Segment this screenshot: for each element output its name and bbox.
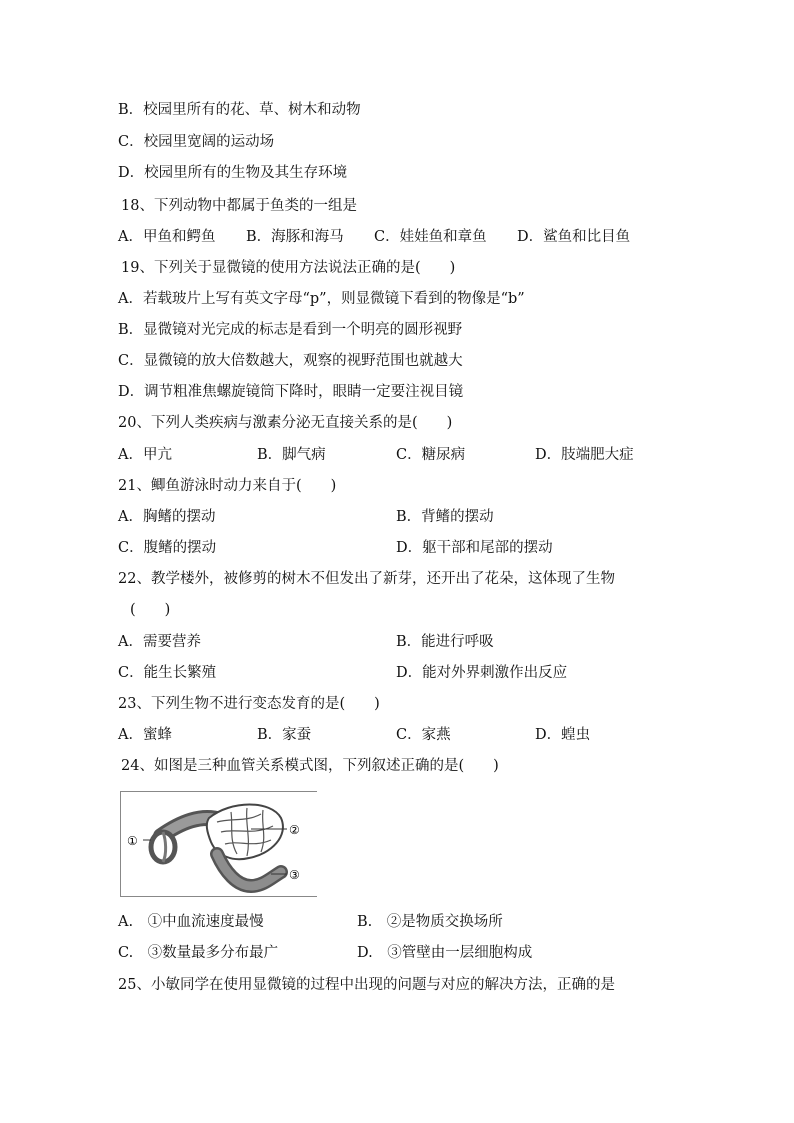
question-21: 21、鲫鱼游泳时动力来自于( ): [118, 478, 337, 494]
q21-option-d: D．躯干部和尾部的摆动: [396, 540, 553, 556]
q23-option-b: B．家蚕: [257, 727, 312, 743]
q18-options: [0, 227, 794, 247]
q24-option-a: A. ①中血流速度最慢: [118, 914, 264, 930]
q19-option-c: C．显微镜的放大倍数越大，观察的视野范围也就越大: [118, 353, 463, 369]
q23-option-c: C．家燕: [396, 727, 451, 743]
label-2: ②: [289, 823, 300, 837]
q20-option-a: A．甲亢: [118, 447, 172, 463]
label-3: ③: [289, 868, 300, 882]
q20-options: [0, 445, 794, 465]
q23-option-a: A．蜜蜂: [118, 727, 172, 743]
question-22: 22、教学楼外，被修剪的树木不但发出了新芽，还开出了花朵，这体现了生物: [118, 571, 615, 587]
q22-option-b: B．能进行呼吸: [396, 634, 494, 650]
q17-option-d: D．校园里所有的生物及其生存环境: [118, 165, 348, 181]
q21-option-a: A．胸鳍的摆动: [118, 509, 216, 525]
question-24: 24、如图是三种血管关系模式图，下列叙述正确的是( ): [121, 758, 499, 774]
label-1: ①: [127, 834, 138, 848]
q20-option-c: C．糖尿病: [396, 447, 466, 463]
question-25: 25、小敏同学在使用显微镜的过程中出现的问题与对应的解决方法，正确的是: [118, 977, 615, 993]
question-19: 19、下列关于显微镜的使用方法说法正确的是( ): [121, 260, 456, 276]
q22-blank: ( ): [130, 602, 171, 618]
q24-option-d: D. ③管壁由一层细胞构成: [357, 945, 533, 961]
q24-option-b: B. ②是物质交换场所: [357, 914, 503, 930]
q18-option-a: A．甲鱼和鳄鱼: [118, 229, 216, 245]
q20-option-d: D．肢端肥大症: [535, 447, 634, 463]
blood-vessel-illustration: [121, 792, 318, 898]
q23-option-d: D．蝗虫: [535, 727, 591, 743]
q23-options: [0, 725, 794, 745]
q17-option-c: C．校园里宽阔的运动场: [118, 134, 275, 150]
blood-vessel-diagram: [120, 791, 317, 897]
question-18: 18、下列动物中都属于鱼类的一组是: [121, 198, 357, 214]
q20-option-b: B．脚气病: [257, 447, 326, 463]
q21-option-b: B．背鳍的摆动: [396, 509, 494, 525]
q22-option-a: A．需要营养: [118, 634, 201, 650]
q19-option-d: D．调节粗准焦螺旋镜筒下降时，眼睛一定要注视目镜: [118, 384, 464, 400]
q22-option-d: D．能对外界刺激作出反应: [396, 665, 568, 681]
q22-option-c: C．能生长繁殖: [118, 665, 217, 681]
q17-option-b: B．校园里所有的花、草、树木和动物: [118, 102, 361, 118]
question-23: 23、下列生物不进行变态发育的是( ): [118, 696, 380, 712]
q19-option-a: A．若载玻片上写有英文字母“p”，则显微镜下看到的物像是“b”: [118, 291, 525, 307]
q18-option-c: C．娃娃鱼和章鱼: [374, 229, 487, 245]
q18-option-d: D．鲨鱼和比目鱼: [517, 229, 631, 245]
q18-option-b: B．海豚和海马: [246, 229, 344, 245]
q24-option-c: C. ③数量最多分布最广: [118, 945, 279, 961]
question-20: 20、下列人类疾病与激素分泌无直接关系的是( ): [118, 415, 453, 431]
q21-option-c: C．腹鳍的摆动: [118, 540, 217, 556]
q19-option-b: B．显微镜对光完成的标志是看到一个明亮的圆形视野: [118, 322, 463, 338]
